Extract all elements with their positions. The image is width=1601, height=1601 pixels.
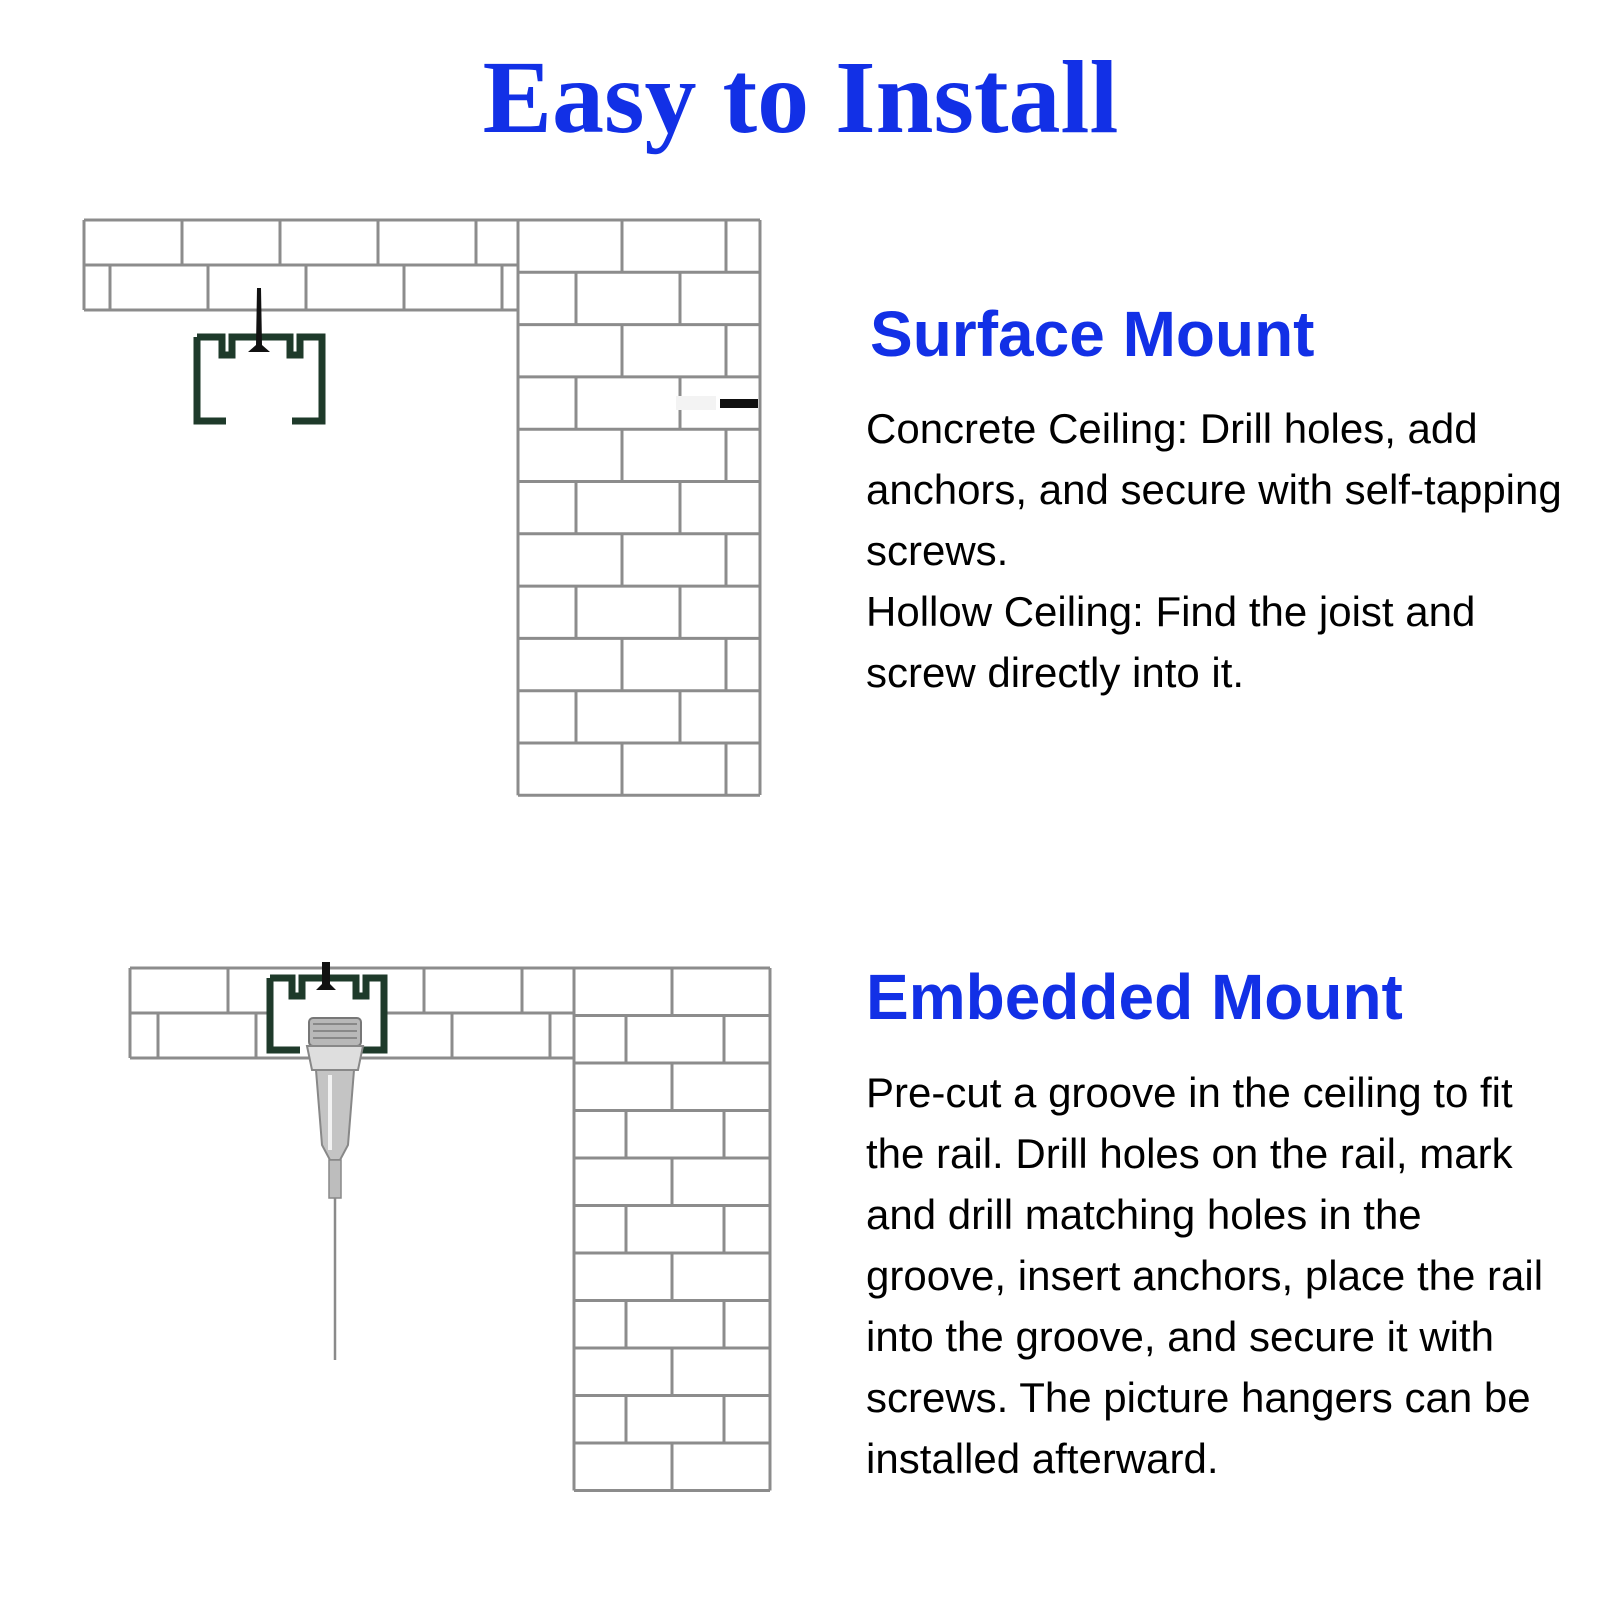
embedded-mount-description (866, 1062, 1566, 1489)
surface-mount-heading: Surface Mount (870, 298, 1315, 370)
wall-bricks-embedded (574, 968, 770, 1491)
page-title: Easy to Install (482, 40, 1119, 155)
surface-mount-paragraph: Concrete Ceiling: Drill holes, add anchors, and secure with self-tapping screws. (866, 405, 1562, 574)
surface-mount-description (866, 398, 1566, 703)
picture-hanger-icon (307, 1018, 363, 1360)
embedded-mount-heading: Embedded Mount (866, 961, 1403, 1033)
surface-mount-paragraph: Hollow Ceiling: Find the joist and screw directly into it. (866, 588, 1476, 696)
embedded-mount-paragraph: Pre-cut a groove in the ceiling to fit the rail. Drill holes on the rail, mark and drill matching holes in the groove, insert anchors, place the rail into the groove, and secure it with screws. The picture hangers can be installed afterward. (866, 1069, 1544, 1482)
